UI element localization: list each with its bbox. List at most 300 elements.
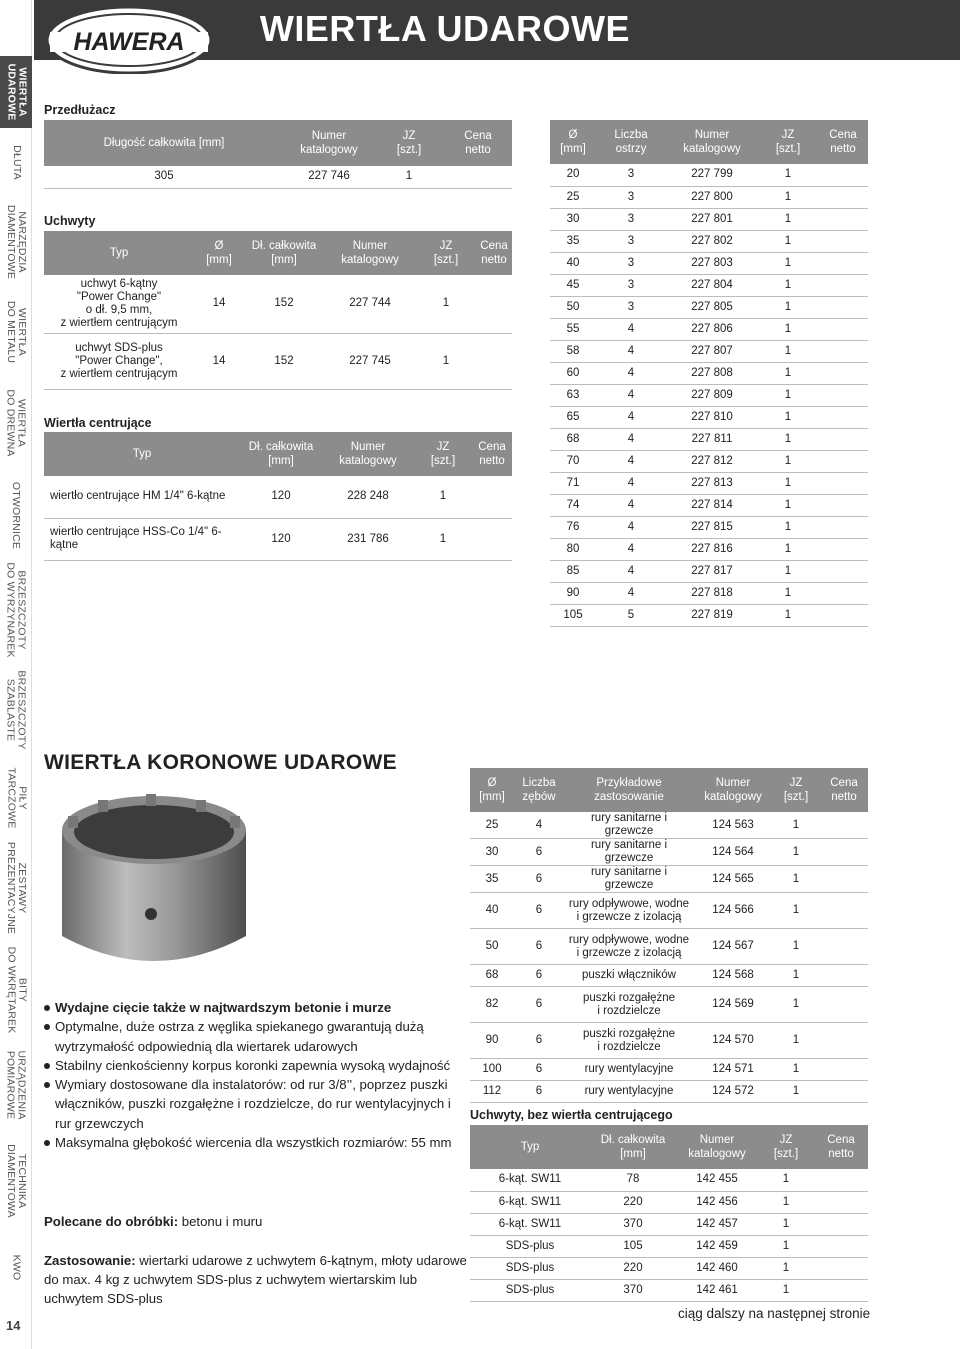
sidebar-tab[interactable] (0, 1130, 32, 1232)
table-cell (820, 929, 868, 965)
sidebar-tab-label: BRZESZCZOTY SZABLASTE (5, 670, 29, 750)
table-row (550, 318, 868, 340)
table-cell: 1 (758, 1279, 814, 1301)
sidebar-tab-label: ZESTAWY PREZENTACYJNE (5, 841, 28, 935)
table-cell: 1 (758, 164, 818, 186)
table-cell (818, 384, 868, 406)
sidebar-tab-label: TECHNIKA DIAMENTOWA (5, 1144, 29, 1218)
sidebar-tab-label: OTWORNICE (10, 481, 23, 549)
table-row (44, 333, 512, 389)
table-cell (820, 1081, 868, 1103)
sidebar-tab[interactable] (0, 288, 32, 376)
table-cell: 6 (514, 839, 564, 866)
table-cell: 14 (194, 275, 244, 333)
table-cell: SDS-plus (470, 1257, 590, 1279)
table-cell: rury sanitarne i grzewcze (564, 812, 694, 839)
table-cell: 1 (758, 1235, 814, 1257)
table-cell: 6 (514, 1081, 564, 1103)
table-row (470, 1059, 868, 1081)
table-row (550, 296, 868, 318)
table-cell (820, 893, 868, 929)
table-cell: 82 (470, 987, 514, 1023)
table-cell: 1 (758, 472, 818, 494)
section-title-przedluzacz: Przedłużacz (44, 103, 116, 117)
column-header: JZ [szt.] (758, 120, 818, 164)
korony-table (470, 768, 868, 1103)
column-header: Numer katalogowy (322, 432, 414, 476)
table-cell: SDS-plus (470, 1279, 590, 1301)
sidebar-tab-label: BITY DO WKRĘTAREK (5, 946, 29, 1034)
table-cell: 227 817 (666, 560, 758, 582)
table-cell: 6 (514, 866, 564, 893)
column-header: Numer katalogowy (694, 768, 772, 812)
table-cell (472, 518, 512, 560)
table-cell: 74 (550, 494, 596, 516)
table-row (550, 406, 868, 428)
table-cell: rury sanitarne i grzewcze (564, 866, 694, 893)
table-cell (820, 987, 868, 1023)
column-header: Cena netto (472, 432, 512, 476)
sidebar-tab[interactable] (0, 196, 32, 288)
table-cell: 4 (596, 450, 666, 472)
table-cell: 124 569 (694, 987, 772, 1023)
table-cell: 1 (758, 340, 818, 362)
table-cell: 370 (590, 1279, 676, 1301)
table-cell (818, 208, 868, 230)
table-cell: 124 563 (694, 812, 772, 839)
continued-note: ciąg dalszy na następnej stronie (678, 1306, 871, 1321)
table-cell (476, 275, 512, 333)
polecane-text (44, 1212, 474, 1231)
table-row (470, 1279, 868, 1301)
sidebar-tab[interactable] (0, 128, 32, 196)
table-cell (820, 1059, 868, 1081)
table-cell: 1 (758, 1191, 814, 1213)
sidebar-tab[interactable] (0, 470, 32, 560)
table-cell (818, 560, 868, 582)
table-cell: 227 818 (666, 582, 758, 604)
table-cell: 1 (758, 1169, 814, 1191)
table-row (44, 476, 512, 518)
table-cell: 1 (758, 582, 818, 604)
table-row (550, 516, 868, 538)
table-cell: 227 810 (666, 406, 758, 428)
table-cell: 227 746 (284, 166, 374, 188)
table-cell: 6 (514, 1059, 564, 1081)
table-cell: 6-kąt. SW11 (470, 1213, 590, 1235)
table-cell (814, 1191, 868, 1213)
feature-item: Stabilny cienkościenny korpus koronki zapewnia wysoką wydajność (44, 1056, 464, 1075)
table-cell: 1 (772, 987, 820, 1023)
table-cell: 80 (550, 538, 596, 560)
table-cell: 6 (514, 987, 564, 1023)
table-cell (476, 333, 512, 389)
table-cell: 3 (596, 186, 666, 208)
table-cell: 227 815 (666, 516, 758, 538)
feature-item: Maksymalna głębokość wiercenia dla wszystkich rozmiarów: 55 mm (44, 1133, 464, 1152)
column-header: Długość całkowita [mm] (44, 120, 284, 166)
table-cell: uchwyt SDS-plus "Power Change", z wiertłem centrującym (44, 333, 194, 389)
table-cell: 1 (414, 476, 472, 518)
sidebar-tab-label: BRZESZCZOTY DO WYRZYNAREK (5, 562, 29, 658)
table-row (470, 1235, 868, 1257)
column-header: Ø [mm] (470, 768, 514, 812)
table-cell: 152 (244, 333, 324, 389)
table-cell: 3 (596, 230, 666, 252)
column-header: Liczba zębów (514, 768, 564, 812)
column-header: JZ [szt.] (758, 1125, 814, 1169)
table-cell (818, 494, 868, 516)
table-cell: 227 809 (666, 384, 758, 406)
table-cell: 4 (596, 494, 666, 516)
sidebar-tab-label: DŁUTA (10, 144, 23, 180)
table-cell: wiertło centrujące HM 1/4" 6-kątne (44, 476, 240, 518)
table-cell: 4 (596, 428, 666, 450)
table-row (470, 1169, 868, 1191)
table-row (550, 538, 868, 560)
feature-item: Wymiary dostosowane dla instalatorów: od rur 3/8’’, poprzez puszki włączników, puszki rozgałężne i rozdzielcze, do rur wentylacyjnych i rur grzewczych (44, 1075, 464, 1133)
table-cell: 40 (550, 252, 596, 274)
column-header: Typ (470, 1125, 590, 1169)
category-sidebar (0, 0, 32, 1349)
sidebar-tab-label: WIERTŁA UDAROWE (5, 63, 28, 121)
table-cell (818, 604, 868, 626)
table-cell: 1 (758, 516, 818, 538)
column-header: Dł. całkowita [mm] (240, 432, 322, 476)
core-bit-image (54, 786, 254, 982)
table-cell: 1 (758, 230, 818, 252)
table-cell (818, 472, 868, 494)
column-header: JZ [szt.] (374, 120, 444, 166)
ostrza-table (550, 120, 868, 627)
column-header: Cena netto (820, 768, 868, 812)
table-cell: 71 (550, 472, 596, 494)
table-cell: 227 804 (666, 274, 758, 296)
table-cell: 4 (596, 362, 666, 384)
uchwyty-bez-table (470, 1125, 868, 1302)
table-cell: 3 (596, 164, 666, 186)
table-cell: 1 (772, 812, 820, 839)
table-cell: 142 457 (676, 1213, 758, 1235)
feature-item: Wydajne cięcie także w najtwardszym betonie i murze (44, 998, 464, 1017)
table-cell: 6 (514, 965, 564, 987)
table-cell: 227 745 (324, 333, 416, 389)
sidebar-tab[interactable] (0, 1040, 32, 1130)
table-cell: 120 (240, 476, 322, 518)
column-header: JZ [szt.] (416, 231, 476, 275)
table-cell: 78 (590, 1169, 676, 1191)
table-row (550, 494, 868, 516)
sidebar-tab[interactable] (0, 560, 32, 660)
table-cell: 30 (550, 208, 596, 230)
table-row (470, 965, 868, 987)
table-cell: 90 (470, 1023, 514, 1059)
table-cell: 1 (758, 560, 818, 582)
table-cell: SDS-plus (470, 1235, 590, 1257)
table-row (470, 987, 868, 1023)
table-cell: 1 (416, 333, 476, 389)
table-cell: 1 (758, 538, 818, 560)
column-header: Cena netto (476, 231, 512, 275)
table-cell: 120 (240, 518, 322, 560)
table-cell (818, 582, 868, 604)
table-row (550, 472, 868, 494)
logo-text: HAWERA (73, 28, 185, 56)
table-cell: 50 (470, 929, 514, 965)
table-cell: 55 (550, 318, 596, 340)
table-cell: 4 (596, 318, 666, 340)
table-cell: 4 (596, 472, 666, 494)
table-cell: 231 786 (322, 518, 414, 560)
table-cell: 1 (758, 406, 818, 428)
column-header: Typ (44, 432, 240, 476)
table-cell: 4 (596, 340, 666, 362)
sidebar-tab[interactable] (0, 836, 32, 940)
table-cell: 1 (758, 604, 818, 626)
table-cell: 100 (470, 1059, 514, 1081)
table-cell: 6-kąt. SW11 (470, 1191, 590, 1213)
table-cell (814, 1169, 868, 1191)
table-cell: 142 460 (676, 1257, 758, 1279)
table-cell: 6 (514, 893, 564, 929)
table-cell (818, 318, 868, 340)
table-row (470, 1081, 868, 1103)
table-cell: 1 (772, 893, 820, 929)
column-header: Typ (44, 231, 194, 275)
przedluzacz-table (44, 120, 512, 189)
table-cell: 1 (758, 494, 818, 516)
table-row (550, 252, 868, 274)
table-cell: 63 (550, 384, 596, 406)
table-cell: 227 801 (666, 208, 758, 230)
table-cell: 4 (596, 516, 666, 538)
table-cell: 4 (596, 406, 666, 428)
table-cell: 142 456 (676, 1191, 758, 1213)
table-row (470, 1023, 868, 1059)
table-cell: 1 (758, 252, 818, 274)
zastosowanie-label: Zastosowanie: (44, 1253, 136, 1268)
column-header: Numer katalogowy (666, 120, 758, 164)
table-cell: 227 744 (324, 275, 416, 333)
centrujace-table (44, 432, 512, 561)
table-cell: 1 (374, 166, 444, 188)
table-cell: 70 (550, 450, 596, 472)
column-header: Numer katalogowy (284, 120, 374, 166)
table-row (470, 866, 868, 893)
table-row (550, 208, 868, 230)
table-cell: 227 811 (666, 428, 758, 450)
table-cell: 30 (470, 839, 514, 866)
column-header: Dł. całkowita [mm] (590, 1125, 676, 1169)
table-cell: 227 819 (666, 604, 758, 626)
table-cell: 1 (758, 384, 818, 406)
table-cell (818, 362, 868, 384)
table-cell: 35 (470, 866, 514, 893)
column-header: Cena netto (818, 120, 868, 164)
table-row (550, 582, 868, 604)
table-cell (818, 538, 868, 560)
table-cell: puszki rozgałężne i rozdzielcze (564, 1023, 694, 1059)
polecane-label: Polecane do obróbki: (44, 1214, 179, 1229)
table-row (470, 839, 868, 866)
table-cell (444, 166, 512, 188)
table-cell: 6 (514, 1023, 564, 1059)
table-cell: 124 572 (694, 1081, 772, 1103)
table-cell: 68 (470, 965, 514, 987)
table-cell: 4 (514, 812, 564, 839)
table-cell: 228 248 (322, 476, 414, 518)
table-cell: 124 566 (694, 893, 772, 929)
table-cell: 227 806 (666, 318, 758, 340)
table-cell: 105 (550, 604, 596, 626)
table-cell (472, 476, 512, 518)
table-row (44, 166, 512, 188)
table-cell: 1 (772, 929, 820, 965)
table-cell: 227 802 (666, 230, 758, 252)
table-cell: 68 (550, 428, 596, 450)
table-cell (820, 866, 868, 893)
table-cell: 124 567 (694, 929, 772, 965)
table-cell (818, 274, 868, 296)
table-cell: 124 564 (694, 839, 772, 866)
table-cell: 40 (470, 893, 514, 929)
table-row (550, 450, 868, 472)
table-row (550, 274, 868, 296)
table-cell (814, 1257, 868, 1279)
sidebar-tab[interactable] (0, 1232, 32, 1302)
table-row (470, 1191, 868, 1213)
table-cell: rury sanitarne i grzewcze (564, 839, 694, 866)
table-cell: puszki włączników (564, 965, 694, 987)
table-cell: 6 (514, 929, 564, 965)
table-cell (814, 1235, 868, 1257)
table-cell (820, 965, 868, 987)
table-cell: 45 (550, 274, 596, 296)
sidebar-tab[interactable] (0, 56, 32, 128)
table-cell: 227 813 (666, 472, 758, 494)
sidebar-tab[interactable] (0, 376, 32, 470)
table-cell: 370 (590, 1213, 676, 1235)
table-cell (820, 839, 868, 866)
table-cell: 142 461 (676, 1279, 758, 1301)
table-cell: 3 (596, 208, 666, 230)
table-cell: 60 (550, 362, 596, 384)
table-row (470, 893, 868, 929)
table-cell: 124 568 (694, 965, 772, 987)
table-cell: 227 808 (666, 362, 758, 384)
table-cell: 20 (550, 164, 596, 186)
table-cell: wiertło centrujące HSS-Co 1/4" 6-kątne (44, 518, 240, 560)
table-row (550, 186, 868, 208)
section-title-uchwyty: Uchwyty (44, 214, 96, 228)
table-cell: 1 (414, 518, 472, 560)
table-row (470, 812, 868, 839)
zastosowanie-value: wiertarki udarowe z uchwytem 6-kątnym, młoty udarowe do max. 4 kg z uchwytem SDS-plus z uchwytem wiertarskim lub uchwytem SDS-plus (44, 1253, 467, 1306)
table-row (470, 1257, 868, 1279)
table-cell: 227 807 (666, 340, 758, 362)
table-row (550, 230, 868, 252)
table-cell: 142 459 (676, 1235, 758, 1257)
table-cell: 5 (596, 604, 666, 626)
table-cell: 1 (772, 866, 820, 893)
table-cell: 4 (596, 384, 666, 406)
table-cell: 14 (194, 333, 244, 389)
table-cell: 3 (596, 252, 666, 274)
uchwyty-table (44, 231, 512, 390)
table-cell: rury wentylacyjne (564, 1059, 694, 1081)
table-cell: 1 (758, 208, 818, 230)
section-title-uchwyty-bez: Uchwyty, bez wiertła centrującego (470, 1108, 673, 1122)
table-row (550, 428, 868, 450)
column-header: Numer katalogowy (676, 1125, 758, 1169)
table-cell: 124 571 (694, 1059, 772, 1081)
table-cell: 90 (550, 582, 596, 604)
table-cell: 1 (758, 362, 818, 384)
page-title: WIERTŁA UDAROWE (259, 8, 630, 49)
table-cell (814, 1279, 868, 1301)
column-header: JZ [szt.] (772, 768, 820, 812)
table-cell (814, 1213, 868, 1235)
table-row (44, 275, 512, 333)
table-row (550, 340, 868, 362)
column-header: Przykładowe zastosowanie (564, 768, 694, 812)
table-cell: uchwyt 6-kątny "Power Change" o dł. 9,5 mm, z wiertłem centrującym (44, 275, 194, 333)
table-cell: 4 (596, 560, 666, 582)
table-cell: 227 814 (666, 494, 758, 516)
table-cell: 1 (772, 1081, 820, 1103)
table-cell: 76 (550, 516, 596, 538)
sidebar-tab[interactable] (0, 760, 32, 836)
table-cell (820, 1023, 868, 1059)
table-cell: 227 812 (666, 450, 758, 472)
table-cell: 4 (596, 582, 666, 604)
table-cell: rury odpływowe, wodne i grzewcze z izolacją (564, 893, 694, 929)
table-cell: 1 (758, 296, 818, 318)
table-row (550, 604, 868, 626)
table-row (550, 164, 868, 186)
table-cell: 65 (550, 406, 596, 428)
table-cell: 112 (470, 1081, 514, 1103)
sidebar-tab-label: KWO (10, 1254, 23, 1280)
table-cell: 220 (590, 1257, 676, 1279)
sidebar-tab-label: NARZĘDZIA DIAMENTOWE (5, 204, 28, 280)
table-cell: 3 (596, 274, 666, 296)
table-cell (818, 428, 868, 450)
table-cell: 305 (44, 166, 284, 188)
page-number: 14 (6, 1318, 21, 1333)
table-row (550, 560, 868, 582)
table-cell: 85 (550, 560, 596, 582)
table-cell: 1 (758, 186, 818, 208)
column-header: Dł. całkowita [mm] (244, 231, 324, 275)
table-cell: 1 (758, 450, 818, 472)
sidebar-tab[interactable] (0, 940, 32, 1040)
table-cell: 1 (772, 965, 820, 987)
table-cell: 1 (758, 318, 818, 340)
table-cell: 1 (772, 1059, 820, 1081)
table-cell (818, 406, 868, 428)
sidebar-tab-label: PIŁY TARCZOWE (5, 767, 28, 829)
table-cell: 25 (470, 812, 514, 839)
feature-list (44, 998, 464, 1152)
table-cell (818, 340, 868, 362)
table-cell: rury odpływowe, wodne i grzewcze z izolacją (564, 929, 694, 965)
sidebar-tab[interactable] (0, 660, 32, 760)
table-cell (818, 296, 868, 318)
table-cell (818, 230, 868, 252)
table-cell: 1 (758, 274, 818, 296)
table-cell: 124 570 (694, 1023, 772, 1059)
